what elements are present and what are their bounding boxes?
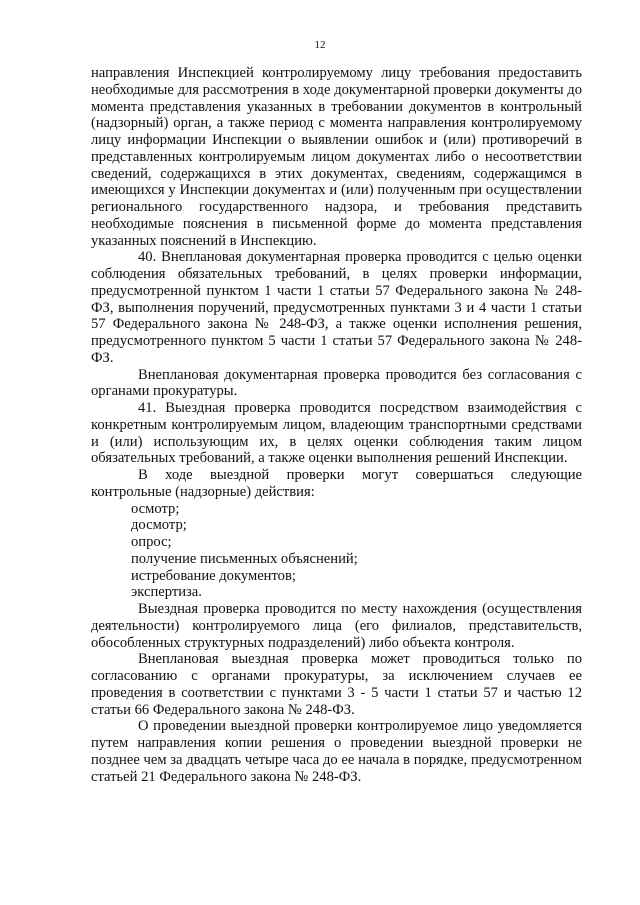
paragraph-item-41: 41. Выездная проверка проводится посредством взаимодействия с конкретным контролируемым лицом, владеющим транспортными средствами и (или) использующим их, в целях оценки соблюдения таким лицом обязательных требований, а также оценки выполнения решений Инспекции. (91, 400, 582, 467)
paragraph-continuation: направления Инспекцией контролируемому лицу требования предоставить необходимые для рассмотрения в ходе документарной проверки документы до момента представления указанных в требовании документов в контрольный (надзорный) орган, а также период с момента направления контролируемому лицу информации Инспекции о выявлении ошибок и (или) противоречий в представленных контролируемым лицом документах либо о несоответствии сведений, содержащихся в этих документах, сведениям, содержащимся в имеющихся у Инспекции документах и (или) полученным при осуществлении регионального государственного надзора, и требования представить необходимые пояснения в письменной форме до момента представления указанных пояснений в Инспекцию. (91, 65, 582, 249)
list-item: опрос; (131, 534, 172, 550)
paragraph-control-actions-intro: В ходе выездной проверки могут совершаться следующие контрольные (надзорные) действия: (91, 467, 582, 500)
document-body (91, 65, 582, 785)
paragraph-unscheduled-onsite: Внеплановая выездная проверка может проводиться только по согласованию с органами прокуратуры, за исключением случаев ее проведения в соответствии с пунктами 3 - 5 части 1 статьи 57 и частью 12 статьи 66 Федерального закона № 248-ФЗ. (91, 651, 582, 718)
page-number: 12 (314, 39, 326, 51)
list-item: получение письменных объяснений; (131, 550, 358, 567)
paragraph-no-prosecutor-approval: Внеплановая документарная проверка проводится без согласования с органами прокуратуры. (91, 366, 582, 400)
paragraph-inspection-location: Выездная проверка проводится по месту нахождения (осуществления деятельности) контролируемого лица (его филиалов, представительств, обособленных структурных подразделений) либо объекта контроля. (91, 601, 582, 651)
control-actions-list (91, 501, 582, 602)
list-item: осмотр; (131, 500, 180, 517)
list-item: истребование документов; (131, 567, 296, 584)
paragraph-notification: О проведении выездной проверки контролируемое лицо уведомляется путем направления копии решения о проведении выездной проверки не позднее чем за двадцать четыре часа до ее начала в порядке, предусмотренном статьей 21 Федерального закона № 248-ФЗ. (91, 718, 582, 785)
list-item: экспертиза. (131, 584, 202, 601)
list-item: досмотр; (131, 517, 187, 534)
paragraph-item-40: 40. Внеплановая документарная проверка проводится с целью оценки соблюдения обязательных требований, в целях проверки информации, предусмотренной пунктом 1 части 1 статьи 57 Федерального закона № 248-ФЗ, выполнения поручений, предусмотренных пунктами 3 и 4 части 1 статьи 57 Федерального закона № 248-ФЗ, а также оценки исполнения решения, предусмотренного пунктом 5 части 1 статьи 57 Федерального закона № 248-ФЗ. (91, 249, 582, 366)
